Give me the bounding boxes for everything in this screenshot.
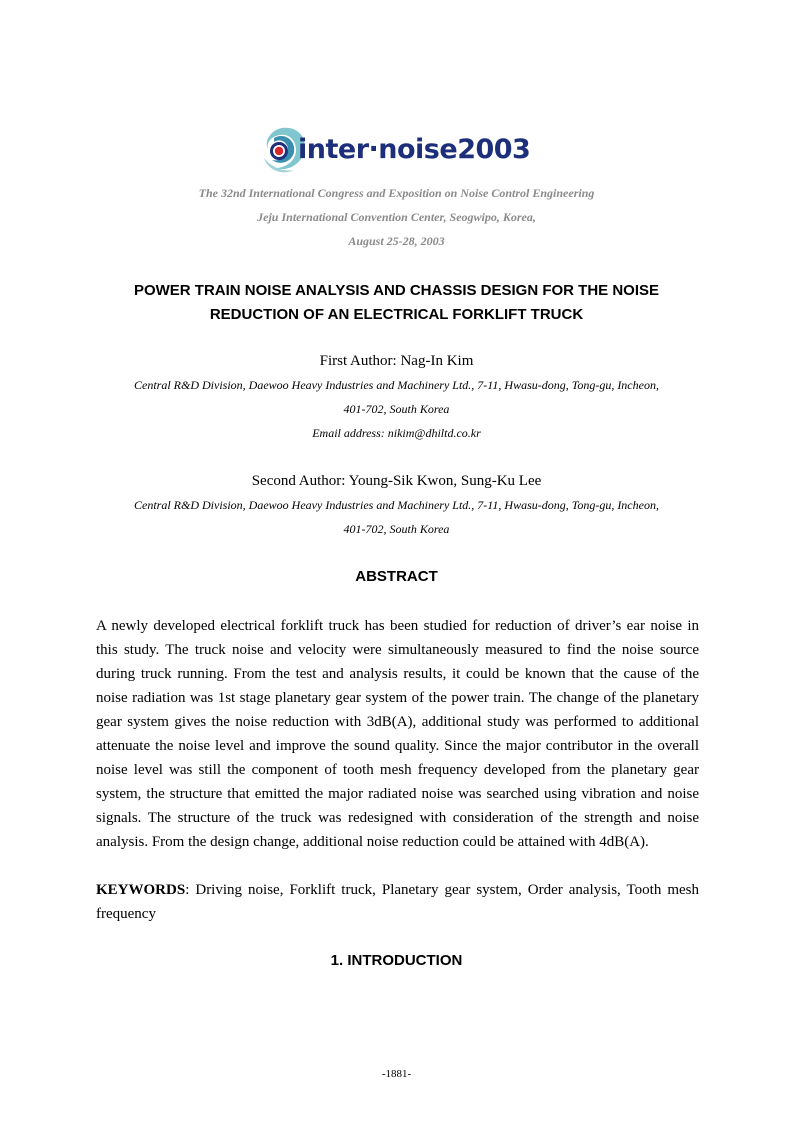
- conference-venue: Jeju International Convention Center, Seogwipo, Korea,: [257, 210, 536, 224]
- first-author-email: Email address: nikim@dhiltd.co.kr: [312, 426, 481, 440]
- conference-name: The 32nd International Congress and Exposition on Noise Control Engineering: [198, 186, 595, 200]
- abstract-heading: ABSTRACT: [355, 568, 438, 585]
- second-author-affiliation-line1: Central R&D Division, Daewoo Heavy Industries and Machinery Ltd., 7-11, Hwasu-dong, Tong-gu, Incheon,: [134, 498, 659, 512]
- first-author-affiliation-line1: Central R&D Division, Daewoo Heavy Industries and Machinery Ltd., 7-11, Hwasu-dong, Tong-gu, Incheon,: [134, 378, 659, 392]
- second-author-affiliation-line2: 401-702, South Korea: [343, 522, 450, 536]
- paper-title-line2: REDUCTION OF AN ELECTRICAL FORKLIFT TRUCK: [209, 306, 584, 323]
- introduction-heading: 1. INTRODUCTION: [330, 952, 463, 969]
- first-author-name: First Author: Nag-In Kim: [319, 353, 474, 369]
- logo-wordmark-main: inter·noise: [298, 134, 458, 165]
- abstract-body: A newly developed electrical forklift truck has been studied for reduction of driver’s ear noise in this study. The truck noise and velocity were simultaneously measured to find the noise source during truck running. From the test and analysis results, it could be known that the cause of the noise radiation was 1st stage planetary gear system of the power train. The change of the planetary gear system gives the noise reduction with 3dB(A), additional study was performed to additional attenuate the noise level and improve the sound quality. Since the major contributor in the overall noise level was still the component of tooth mesh frequency developed from the planetary gear system, the structure that emitted the major radiated noise was searched using vibration and noise signals. The structure of the truck was redesigned with consideration of the strength and noise analysis. From the design change, additional noise reduction could be attained with 4dB(A).: [96, 618, 699, 850]
- conference-dates: August 25-28, 2003: [348, 234, 445, 248]
- logo-wordmark-year: 2003: [457, 134, 531, 165]
- keywords-text: : Driving noise, Forklift truck, Planetary gear system, Order analysis, Tooth mesh frequency: [96, 882, 699, 922]
- keywords: [96, 878, 699, 926]
- page-number: -1881-: [381, 1068, 412, 1080]
- keywords-label: KEYWORDS: [96, 882, 186, 898]
- logo-wordmark: [298, 134, 530, 165]
- conference-logo: [254, 120, 544, 180]
- paper-title-line1: POWER TRAIN NOISE ANALYSIS AND CHASSIS DESIGN FOR THE NOISE: [133, 282, 660, 299]
- first-author-affiliation-line2: 401-702, South Korea: [343, 402, 450, 416]
- paper-title: [60, 279, 733, 327]
- second-author-name: Second Author: Young-Sik Kwon, Sung-Ku Lee: [251, 473, 542, 489]
